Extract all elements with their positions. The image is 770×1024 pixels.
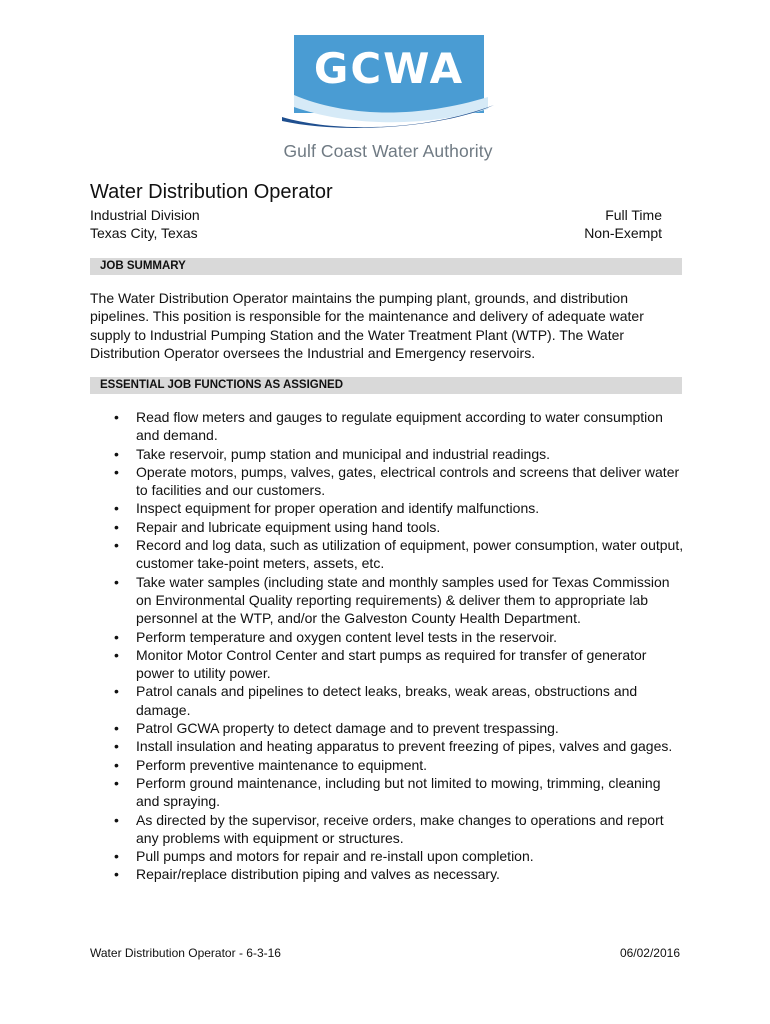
- bullet-icon: •: [114, 683, 119, 700]
- function-text: Patrol GCWA property to detect damage and to prevent trespassing.: [136, 720, 559, 737]
- function-list-item: [90, 737, 686, 755]
- function-text: Patrol canals and pipelines to detect leaks, breaks, weak areas, obstructions and damage.: [136, 683, 638, 718]
- function-text: Install insulation and heating apparatus to prevent freezing of pipes, valves and gages.: [136, 738, 673, 755]
- logo-initials: GCWA: [313, 44, 465, 93]
- function-list-item: [90, 847, 686, 865]
- bullet-icon: •: [114, 720, 119, 737]
- function-text: Read flow meters and gauges to regulate equipment according to water consumption and demand.: [136, 409, 663, 444]
- bullet-icon: •: [114, 518, 119, 535]
- function-list-item: [90, 499, 686, 517]
- job-schedule: Full Time: [605, 207, 662, 223]
- function-text: Record and log data, such as utilization of equipment, power consumption, water output, customer take-point meters, assets, etc.: [136, 537, 684, 572]
- gcwa-logo: [276, 35, 500, 165]
- bullet-icon: •: [114, 500, 119, 517]
- function-text: Inspect equipment for proper operation and identify malfunctions.: [136, 500, 540, 517]
- bullet-icon: •: [114, 463, 119, 480]
- function-list-item: [90, 628, 686, 646]
- bullet-icon: •: [114, 646, 119, 663]
- function-list-item: [90, 408, 686, 445]
- bullet-icon: •: [114, 811, 119, 828]
- essential-functions-heading: ESSENTIAL JOB FUNCTIONS AS ASSIGNED: [90, 377, 682, 394]
- function-list-item: [90, 811, 686, 848]
- job-meta-left: [90, 206, 200, 242]
- function-text: As directed by the supervisor, receive orders, make changes to operations and report any problems with equipment or structures.: [136, 811, 664, 846]
- function-text: Repair/replace distribution piping and valves as necessary.: [136, 866, 500, 883]
- bullet-icon: •: [114, 445, 119, 462]
- bullet-icon: •: [114, 573, 119, 590]
- bullet-icon: •: [114, 537, 119, 554]
- function-list-item: [90, 573, 686, 628]
- function-list-item: [90, 774, 686, 811]
- gcwa-logo-badge: [276, 35, 500, 130]
- job-summary-heading: JOB SUMMARY: [90, 258, 682, 275]
- bullet-icon: •: [114, 756, 119, 773]
- job-title: Water Distribution Operator: [90, 181, 333, 203]
- bullet-icon: •: [114, 409, 119, 425]
- function-list-item: [90, 463, 686, 500]
- job-location: Texas City, Texas: [90, 225, 198, 241]
- bullet-icon: •: [114, 774, 119, 791]
- job-exempt-status: Non-Exempt: [584, 225, 662, 241]
- organization-name: Gulf Coast Water Authority: [283, 141, 493, 161]
- footer-date: 06/02/2016: [619, 946, 680, 960]
- bullet-icon: •: [114, 738, 119, 755]
- function-text: Operate motors, pumps, valves, gates, electrical controls and screens that deliver water to facilities and our customers.: [136, 463, 680, 499]
- function-list-item: [90, 536, 686, 573]
- function-list-item: [90, 646, 686, 683]
- function-text: Pull pumps and motors for repair and re-install upon completion.: [136, 848, 534, 865]
- bullet-icon: •: [114, 866, 119, 883]
- function-list-item: [90, 518, 686, 536]
- essential-functions-list: [90, 408, 686, 884]
- job-meta-right: [584, 206, 662, 242]
- function-list-item: [90, 719, 686, 737]
- footer-document-name: Water Distribution Operator - 6-3-16: [90, 946, 281, 960]
- function-text: Perform ground maintenance, including but not limited to mowing, trimming, cleaning and spraying.: [136, 774, 661, 810]
- function-list-item: [90, 865, 686, 883]
- function-list-item: [90, 756, 686, 774]
- job-division: Industrial Division: [90, 207, 200, 223]
- function-text: Repair and lubricate equipment using hand tools.: [136, 518, 441, 535]
- function-text: Monitor Motor Control Center and start pumps as required for transfer of generator power to utility power.: [136, 646, 647, 682]
- function-text: Perform temperature and oxygen content level tests in the reservoir.: [136, 628, 557, 645]
- function-list-item: [90, 682, 686, 719]
- bullet-icon: •: [114, 848, 119, 865]
- function-list-item: [90, 445, 686, 463]
- function-text: Perform preventive maintenance to equipment.: [136, 756, 428, 773]
- function-text: Take water samples (including state and monthly samples used for Texas Commission on Environmental Quality reporting requirements) & deliver them to appropriate lab personnel at the WTP, and/or the Galveston County Health Department.: [136, 573, 670, 627]
- bullet-icon: •: [114, 628, 119, 645]
- function-text: Take reservoir, pump station and municipal and industrial readings.: [136, 445, 551, 462]
- job-summary-text: The Water Distribution Operator maintains the pumping plant, grounds, and distribution pipelines. This position is responsible for the maintenance and delivery of adequate water supply to Industrial Pumping Station and the Water Treatment Plant (WTP). The Water Distribution Operator oversees the Industrial and Emergency reservoirs.: [90, 290, 644, 361]
